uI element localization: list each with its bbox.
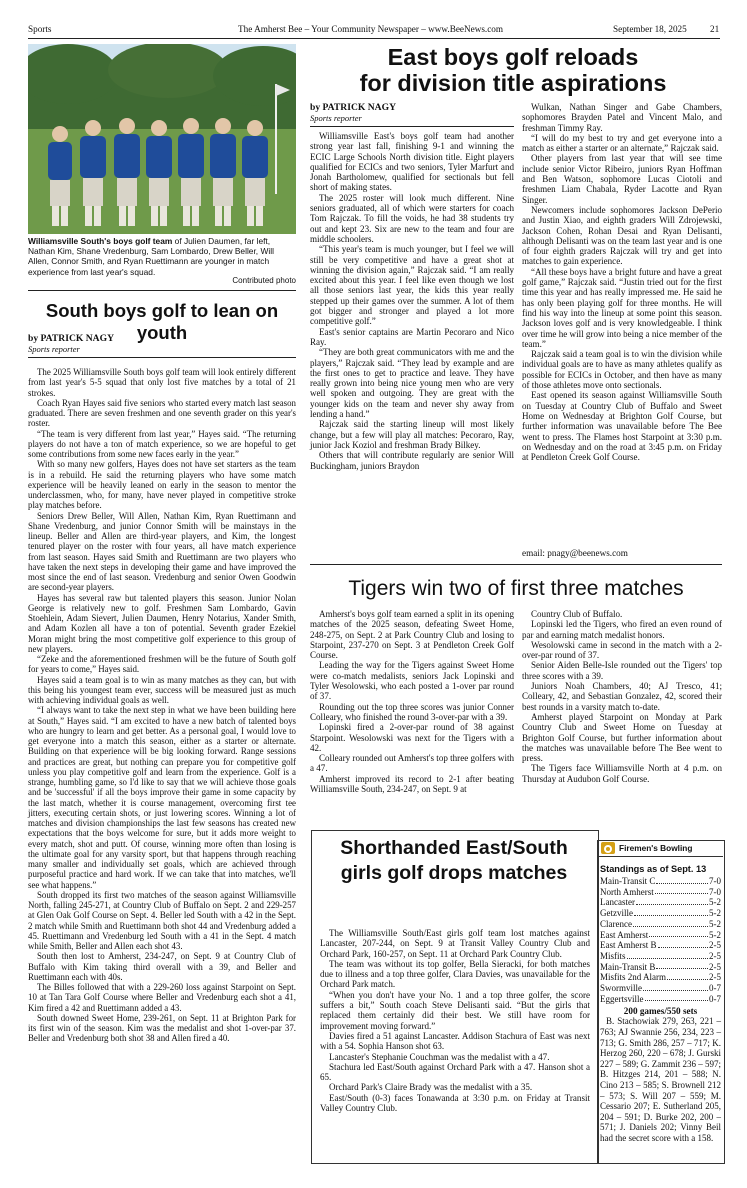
tigers-column-1 <box>310 609 514 794</box>
team-name: East Amherst B <box>600 940 657 951</box>
leader-dots <box>633 919 708 927</box>
team-record: 7-0 <box>709 886 721 897</box>
paragraph: The Billes followed that with a 229-260 loss against Starpoint on Sept. 10 at Tan Tara Golf Course where Beller and Vredenburg each shot a 41, Kim fired a 42 and Ruettimann added a 43. <box>28 982 296 1013</box>
standings-row <box>600 983 721 994</box>
leader-dots <box>643 983 708 991</box>
standings-row <box>600 887 721 898</box>
south-byline-block <box>28 333 114 354</box>
paragraph: “The team is very different from last year,” Hayes said. “The returning players do not have a ton of match experience, so we are hopeful to get some contributions from some new faces early in the year.” <box>28 428 296 459</box>
team-name: Main-Transit C <box>600 876 656 886</box>
east-headline-line-2: for division title aspirations <box>359 70 667 96</box>
sets-title: 200 games/550 sets <box>623 1006 698 1017</box>
team-record: 0-7 <box>709 993 721 1004</box>
standings-row <box>600 951 721 962</box>
team-name: North Amherst <box>600 886 654 897</box>
team-record: 2-5 <box>709 972 721 983</box>
page-number: 21 <box>710 24 720 34</box>
team-record: 0-7 <box>709 983 721 994</box>
team-name: Eggertsville <box>600 993 644 1004</box>
paragraph: “When you don't have your No. 1 and a top three golfer, the score suffers a bit,” South coach Steve Delisanti said. “But the girls that replaced them certainly did their best. We still have room for improvement moving forward.” <box>320 989 590 1031</box>
paragraph: Colleary rounded out Amherst's top three golfers with a 47. <box>310 753 514 774</box>
team-name: Swormville <box>600 983 642 994</box>
standings-row <box>600 994 721 1005</box>
section-label: Sports <box>28 24 52 34</box>
tigers-headline <box>310 576 722 602</box>
team-name: Misfits <box>600 950 626 961</box>
tigers-column-2 <box>522 609 722 784</box>
team-record: 7-0 <box>709 876 721 886</box>
paragraph: Rajczak said a team goal is to win the division while individual goals are to have as many athletes qualify as possible for ECICs in October, and then have as many of those athletes move onto sectionals. <box>522 349 722 391</box>
tigers-headline-text: Tigers win two of first three matches <box>348 577 684 600</box>
page-header <box>28 22 720 36</box>
paragraph: Lancaster's Stephanie Couchman was the medalist with a 47. <box>329 1051 550 1062</box>
girls-headline <box>314 836 594 886</box>
east-byline-block <box>310 102 396 123</box>
bowling-title: Firemen's Bowling <box>619 843 693 853</box>
paragraph: Hayes has several raw but talented players this season. Junior Nolan George is relatively new to golf. Freshmen Sam Lombardo, Gavin Stoehlein, Adam Sievert, Julien Daumen, Henry Notarius, Xander Smith, and Adam Kozlen all have a ton of potential. Seventh grader Ezekiel Moran might bring the most competitive golf experience to this group of new players. <box>28 592 296 654</box>
paragraph: Rounding out the top three scores was junior Conner Colleary, who finished the round 3-over-par with a 39. <box>310 701 514 722</box>
paragraph: “This year's team is much younger, but I feel we will still be very competitive and have a great shot at winning the division again,” Rajczak said. “I am really excited about this year. I feel like even though we lost all those seniors last year, the kids this year really stepped up their games over the summer. A lot of them got bigger and stronger and played a lot more competitive golf.” <box>310 244 514 327</box>
caption-text: of Julien Daumen, far left, Nathan Kim, Shane Vredenburg, Sam Lombardo, Drew Beller, Will Allen, Connor Smith, and Ryan Ruettimann are younger in match experience from last year's squad. <box>28 236 274 277</box>
leader-dots <box>627 951 708 959</box>
leader-dots <box>634 908 708 916</box>
paragraph: Juniors Noah Chambers, 40; AJ Tresco, 41; Colleary, 42, and Sebastian Gonzalez, 42, scored their best rounds in a varsity match to-date. <box>522 681 722 712</box>
south-role: Sports reporter <box>28 344 80 354</box>
paragraph: “I will do my best to try and get everyone into a match as either a starter or an alternate,” Rajczak said. <box>522 132 722 154</box>
sets-text: B. Stachowiak 279, 263, 221 – 763; AJ Swannie 256, 234, 223 – 713; G. Smith 286, 257 – 717; K. Herzog 260, 220 – 678; J. Gurski 227 – 589; G. Zammit 236 – 597; B. Hitzges 214, 201 – 588; N. Cino 213 – 585; S. Brownell 212 – 573; S. Will 207 – 559; M. Cessario 207; E. Sutherland 205, 204 – 591; D. Burke 202, 200 – 571; J. Daniels 202; Vinny Beil had the secret score with a 158. <box>600 1016 721 1143</box>
team-record: 2-5 <box>709 961 721 972</box>
paragraph: “Zeke and the aforementioned freshmen will be the future of South golf for years to come,” Hayes said. <box>28 654 296 675</box>
leader-dots <box>645 994 709 1002</box>
east-headline-line-1: East boys golf reloads <box>387 44 639 70</box>
paragraph: South then lost to Amherst, 234-247, on Sept. 9 at Country Club of Buffalo with Kim taking third overall with a 39, and Beller and Ruettimann each with 40s. <box>28 951 296 982</box>
leader-dots <box>656 962 708 970</box>
paragraph: Other players from last year that will see time include senior Victor Ribeiro, juniors Ryan Hoffman and Ben Watson, sophomore Lucas Ciotoli and freshmen Liam Chabala, Ryder Lacotte and Ryan Singer. <box>522 153 722 205</box>
paragraph: Seniors Drew Beller, Will Allen, Nathan Kim, Ryan Ruettimann and Shane Vredenburg, and junior Connor Smith will be mainstays in the lineup. Beller and Allen are third-year players, and Kim, the longest tenured player on the roster with four years, all have match experience from last season. Hayes said Smith and Ruettimann are two players who have taken the next steps in developing their game and have improved the most since the end of last season. Vredenburg and senior Owen Goodwin are second-year players. <box>28 510 296 593</box>
paragraph: Amherst improved its record to 2-1 after beating Williamsville South, 234-247, on Sept. 9 at <box>310 773 514 795</box>
paragraph: “All these boys have a bright future and have a great golf game,” Rajczak said. “Justin tried out for the first time this year and has really impressed me. He said he has only been playing golf for three months. He will find his way into the lineup at some point this season. Jackson loves golf and is very knowledgeable. I think over time he will grow into being a nice member of the team.” <box>522 266 722 349</box>
issue-date: September 18, 2025 <box>613 24 687 34</box>
leader-dots <box>655 887 708 895</box>
paragraph: Wesolowski came in second in the match with a 2-over-par round of 37. <box>522 639 722 661</box>
paragraph: East/South (0-3) faces Tonawanda at 3:30 p.m. on Friday at Transit Valley Country Club. <box>320 1092 590 1114</box>
team-name: Getzville <box>600 908 633 919</box>
bowling-header <box>597 840 723 857</box>
paragraph: Hayes said a team goal is to win as many matches as they can, but with this being his youngest team ever, success will be measured just as much with achieving individual goals as well. <box>28 674 296 705</box>
team-record: 2-5 <box>709 950 721 961</box>
girls-headline-line-1: Shorthanded East/South <box>340 837 568 859</box>
standings-row <box>600 876 721 887</box>
header-rule <box>28 38 720 39</box>
team-name: East Amherst <box>600 929 649 940</box>
paragraph: Wulkan, Nathan Singer and Gabe Chambers, sophomores Brayden Patel and Vincent Malo, and freshman Timmy Ray. <box>522 102 722 133</box>
team-name: Lancaster <box>600 897 635 908</box>
photo-rule <box>28 290 296 291</box>
east-role: Sports reporter <box>310 113 362 123</box>
paragraph: Senior Aiden Belle-Isle rounded out the Tigers' top three scores with a 39. <box>522 660 722 681</box>
team-photo-illustration <box>28 44 296 234</box>
team-record: 5-2 <box>709 929 721 940</box>
east-byline: by PATRICK NAGY <box>310 102 396 113</box>
paragraph: Davies fired a 51 against Lancaster. Addison Stachura of East was next with a 54. Sophia Hanson shot 63. <box>320 1030 590 1052</box>
leader-dots <box>636 897 708 905</box>
standings-row <box>600 930 721 941</box>
paragraph: Williamsville East's boys golf team had another strong year last fall, finishing 9-1 and winning the ECIC Large Schools North division title. Eight players qualified for ECICs and two seniors, Tyler Marfurt and Jonah Bartholomew, qualified for sectionals but fell short of making states. <box>310 131 514 193</box>
team-name: Main-Transit B <box>600 961 656 972</box>
leader-dots <box>658 940 709 948</box>
paragraph: The 2025 Williamsville South boys golf team will look entirely different from last year's 5-5 squad that only lost five matches by a total of 21 strokes. <box>28 367 296 398</box>
leader-dots <box>656 876 708 884</box>
team-record: 5-2 <box>709 908 721 919</box>
paragraph: The Williamsville South/East girls golf team lost matches against Lancaster, 207-244, on Sept. 9 at Transit Valley Country Club and Orchard Park, 160-257, on Sept. 11 at Orchard Park Country Club. <box>320 928 590 959</box>
standings-title: Standings as of Sept. 13 <box>600 864 707 874</box>
paragraph: East's senior captains are Martin Pecoraro and Nico Ray. <box>310 326 514 347</box>
paragraph: The Tigers face Williamsville North at 4 p.m. on Thursday at Audubon Golf Course. <box>522 763 722 784</box>
paragraph: Newcomers include sophomores Jackson DePerio and Justin Xiao, and eighth graders Will Zdrojewski, Jackson Cohen, Rohan Desai and Ryan Delisanti, although Delisanti was on the team last year and is one of four eighth graders Rajczak will try and get into matches to gain experience. <box>522 204 722 267</box>
east-email: email: pnagy@beenews.com <box>522 548 628 558</box>
east-headline <box>304 44 722 96</box>
paragraph: East opened its season against Williamsville South on Tuesday at Country Club of Buffalo and Sweet Home on Wednesday at Brighton Golf Course, but further information was unavailable before The Bee went to press. The Flames host Starpoint at 3:30 p.m. on Wednesday and on the road at 3:45 p.m. on Friday at Pendleton Creek Golf Course. <box>522 390 722 463</box>
paragraph: Coach Ryan Hayes said five seniors who started every match last season graduated. There are seven freshmen and one seventh grader on this year's roster. <box>28 397 296 429</box>
east-column-1 <box>310 131 514 471</box>
standings-row <box>600 908 721 919</box>
leader-dots <box>649 930 708 938</box>
paragraph: Amherst's boys golf team earned a split in its opening matches of the 2025 season, defeating Sweet Home, 248-275, on Sept. 2 at Park Country Club and losing to Starpoint, 237-270 on Sept. 3 at Pendleton Creek Golf Course. <box>310 609 514 661</box>
south-byline: by PATRICK NAGY <box>28 333 114 344</box>
standings-row <box>600 962 721 973</box>
paragraph: Lopinski led the Tigers, who fired an even round of par and earning match medalist honors. <box>522 619 722 640</box>
leader-dots <box>667 972 708 980</box>
south-byline-rule <box>28 357 296 358</box>
east-column-2 <box>522 102 722 462</box>
paragraph: Country Club of Buffalo. <box>531 609 623 619</box>
paragraph: The team was without its top golfer, Bella Sieracki, for both matches due to illness and a top three golfer, Clara Davies, was unavailable for the Orchard Park match. <box>320 958 590 990</box>
paragraph: Amherst played Starpoint on Monday at Park Country Club and Sweet Home on Tuesday at Brighton Golf Course, but further information about the matches was unavailable before The Bee went to press. <box>522 711 722 764</box>
photo-credit: Contributed photo <box>232 276 296 285</box>
standings-row <box>600 919 721 930</box>
east-byline-rule <box>310 126 514 127</box>
standings-row <box>600 897 721 908</box>
paragraph: “They are both great communicators with me and the players,” Rajczak said. “They lead by example and are the first ones to get to practice and leave. They have really grown into being nice young men who are very well spoken and outgoing. They are great with the younger kids on the team and never shy away from lending a hand.” <box>310 347 514 420</box>
standings-row <box>600 940 721 951</box>
team-record: 5-2 <box>709 897 721 908</box>
paragraph: Stachura led East/South against Orchard Park with a 47. Hanson shot a 65. <box>320 1061 590 1083</box>
paragraph: The 2025 roster will look much different. Nine seniors graduated, all of which were starters for coach Tom Rajczak. To fill the voids, he had 38 students try out and kept 23. Six are new to the team and four are middle schoolers. <box>310 192 514 244</box>
bowling-pin-icon <box>601 842 615 854</box>
paragraph: “I always want to take the next step in what we have been building here at South,” Hayes said. “I am excited to have a new batch of talented boys who are hungry to learn and get better. As a personal goal, I would love to get everyone into a match this season, either as a starter or alternate. Building on that experience will be big looking forward. Range sessions and practices are great, but nothing can prepare you for competitive golf unless you play competitive golf and learn from the experience. Golf is a strange, humbling game, so I'd like to say that we will achieve those goals and be 'successful' if all the boys improve their game in some capacity by the last match, whether it is course management, overcoming first tee jitters, executing certain shots, or just lowering scores. Winning a lot of matches and division championships the last few seasons has created new expectations that the boys welcome for sure, but it adds more weight to every match, shot and putt. Of course, winning more often than losing is the ultimate goal for any varsity sport, but that happens through reaching many smaller and individually set goals, which are achieved through purposeful practice and hard work. If we can take that into matches, we'll see what happens.” <box>28 705 296 890</box>
caption-lead: Williamsville South's boys golf team <box>28 236 173 246</box>
team-photo <box>28 44 296 234</box>
paragraph: Orchard Park's Claire Brady was the medalist with a 35. <box>329 1082 533 1093</box>
photo-caption <box>28 236 296 277</box>
standings-list <box>600 876 721 1004</box>
paragraph: Others that will contribute regularly are senior Will Buckingham, juniors Braydon <box>310 450 514 471</box>
team-name: Misfits 2nd Alarm <box>600 972 667 983</box>
tigers-rule <box>310 564 722 565</box>
girls-headline-line-2: girls golf drops matches <box>340 862 568 884</box>
masthead: The Amherst Bee – Your Community Newspaper – www.BeeNews.com <box>238 24 504 34</box>
team-record: 2-5 <box>709 940 721 951</box>
south-column <box>28 367 296 1044</box>
paragraph: Rajczak said the starting lineup will most likely change, but a few will play all matches: Pecoraro, Ray, junior Jack Koziol and freshman Brady Bilkey. <box>310 419 514 450</box>
team-name: Clarence <box>600 918 632 929</box>
south-headline-text: South boys golf to lean on youth <box>45 300 279 343</box>
paragraph: Lopinski fired a 2-over-par round of 38 against Starpoint. Wesolowski was next for the Tigers with a 42. <box>310 722 514 753</box>
paragraph: South downed Sweet Home, 239-261, on Sept. 11 at Brighton Park for its first win of the season. Kim was the medalist and shot 1-over-par 37. Beller and Vredenburg both shot 38 and Allen fired a 40. <box>28 1012 296 1044</box>
team-record: 5-2 <box>709 918 721 929</box>
paragraph: With so many new golfers, Hayes does not have set starters as the team is in a rebuild. He said the returning players who have some match experience will be heavily leaned on early in the season to mentor the underclassmen, who, for many, have never played in competitive stroke play matches before. <box>28 459 296 511</box>
paragraph: South dropped its first two matches of the season against Williamsville North, falling 245-271, at Country Club of Buffalo on Sept. 2 and 229-257 at Glen Oak Golf Course on Sept. 4. Beller led South with a 42 in the Sept. 2 match while Smith and Ruettimann both shot 44 and Vredenburg added a 45. Ruettimann and Vredenburg led South with a 41 in the Sept. 4 match while Smith, Beller and Allen each shot 43. <box>28 889 296 951</box>
bowling-standings <box>600 864 721 1144</box>
standings-row <box>600 972 721 983</box>
paragraph: Leading the way for the Tigers against Sweet Home were co-match medalists, seniors Jack Lopinski and Tyler Wesolowski, who each posted a 1-over par round of 37. <box>310 660 514 702</box>
girls-column <box>320 928 590 1113</box>
